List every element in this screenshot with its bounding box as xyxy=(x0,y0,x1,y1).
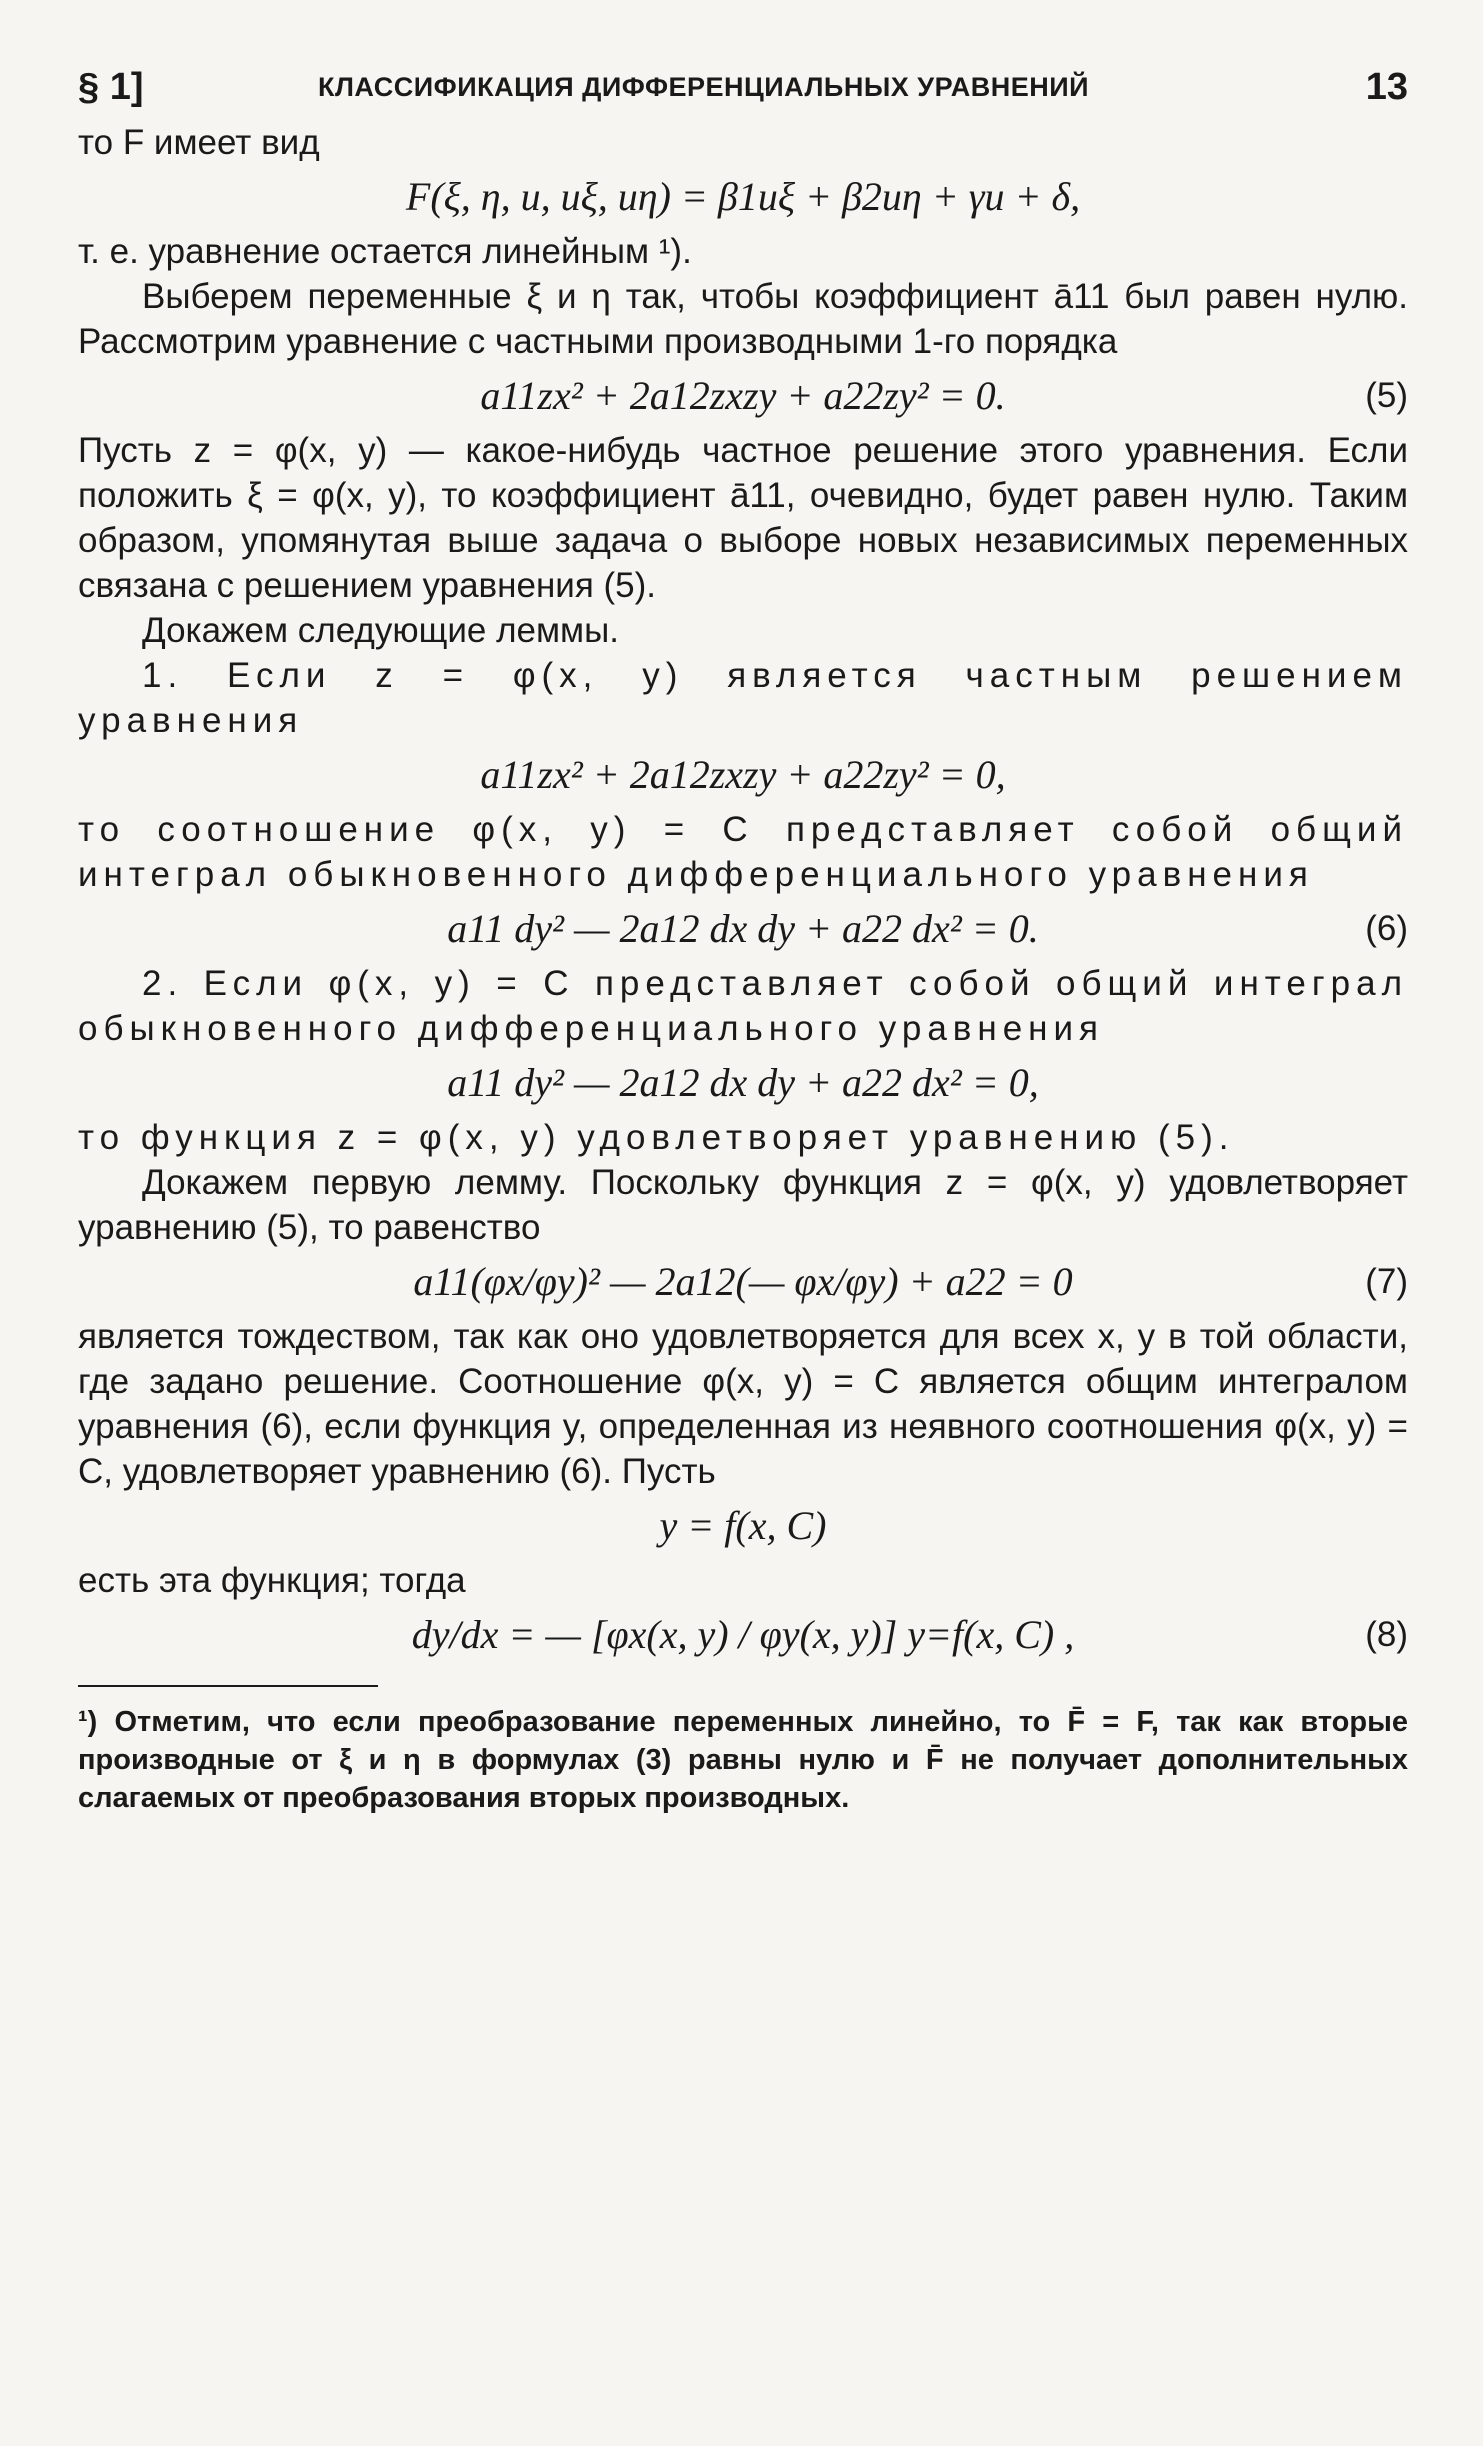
equation-number: (8) xyxy=(1365,1615,1408,1654)
book-page xyxy=(78,60,1408,1817)
formula-y: y = f(x, C) xyxy=(659,1503,827,1548)
text-line: есть эта функция; тогда xyxy=(78,1561,466,1600)
page-number: 13 xyxy=(1365,66,1408,108)
footnote: ¹) Отметим, что если преобразование переменных линейно, то F̄ = F, так как вторые производные от ξ и η в формулах (3) равны нулю и F̄ не получает дополнительных слагаемых от преобразования вторых производных. xyxy=(78,1706,1408,1814)
formula-f: F(ξ, η, u, uξ, uη) = β1uξ + β2uη + γu + δ, xyxy=(405,174,1081,219)
equation-number: (7) xyxy=(1365,1262,1408,1301)
lemma-1: 1. Если z = φ(x, y) является частным решением уравнения xyxy=(78,656,1408,740)
paragraph: Выберем переменные ξ и η так, чтобы коэффициент ā11 был равен нулю. Рассмотрим уравнение с частными производными 1-го порядка xyxy=(78,277,1408,361)
footnote-rule xyxy=(78,1685,378,1687)
equation-number: (6) xyxy=(1365,909,1408,948)
section-mark: § 1] xyxy=(78,66,144,108)
equation-body: dy/dx = — [φx(x, y) / φy(x, y)] y=f(x, C) , xyxy=(411,1612,1075,1657)
paragraph: то соотношение φ(x, y) = C представляет собой общий интеграл обыкновенного дифференциального уравнения xyxy=(78,810,1408,894)
equation-6 xyxy=(78,901,1408,957)
equation-6-repeat: a11 dy² — 2a12 dx dy + a22 dx² = 0, xyxy=(447,1060,1039,1105)
paragraph: то функция z = φ(x, y) удовлетворяет уравнению (5). xyxy=(78,1118,1235,1157)
equation-body: a11zx² + 2a12zxzy + a22zy² = 0. xyxy=(480,373,1006,418)
paragraph: Докажем первую лемму. Поскольку функция z = φ(x, y) удовлетворяет уравнению (5), то равенство xyxy=(78,1163,1408,1247)
text-line: т. е. уравнение остается линейным ¹). xyxy=(78,232,692,271)
paragraph: является тождеством, так как оно удовлетворяется для всех x, y в той области, где задано решение. Соотношение φ(x, y) = C является общим интегралом уравнения (6), если функция y, определенная из неявного соотношения φ(x, y) = C, удовлетворяет уравнению (6). Пусть xyxy=(78,1317,1408,1491)
paragraph: Пусть z = φ(x, y) — какое-нибудь частное решение этого уравнения. Если положить ξ = φ(x, y), то коэффициент ā11, очевидно, будет равен нулю. Таким образом, упомянутая выше задача о выборе новых независимых переменных связана с решением уравнения (5). xyxy=(78,431,1408,605)
equation-body: a11 dy² — 2a12 dx dy + a22 dx² = 0. xyxy=(447,906,1039,951)
chapter-title: КЛАССИФИКАЦИЯ ДИФФЕРЕНЦИАЛЬНЫХ УРАВНЕНИЙ xyxy=(318,72,1090,102)
running-header xyxy=(78,60,1408,120)
paragraph: Докажем следующие леммы. xyxy=(142,611,619,650)
equation-8 xyxy=(78,1607,1408,1663)
equation-number: (5) xyxy=(1365,376,1408,415)
lemma-2: 2. Если φ(x, y) = C представляет собой общий интеграл обыкновенного дифференциального уравнения xyxy=(78,964,1408,1048)
equation-5 xyxy=(78,368,1408,424)
equation-5-repeat: a11zx² + 2a12zxzy + a22zy² = 0, xyxy=(480,752,1006,797)
text-line: то F имеет вид xyxy=(78,123,320,162)
equation-body: a11(φx/φy)² — 2a12(— φx/φy) + a22 = 0 xyxy=(413,1259,1073,1304)
equation-7 xyxy=(78,1254,1408,1310)
